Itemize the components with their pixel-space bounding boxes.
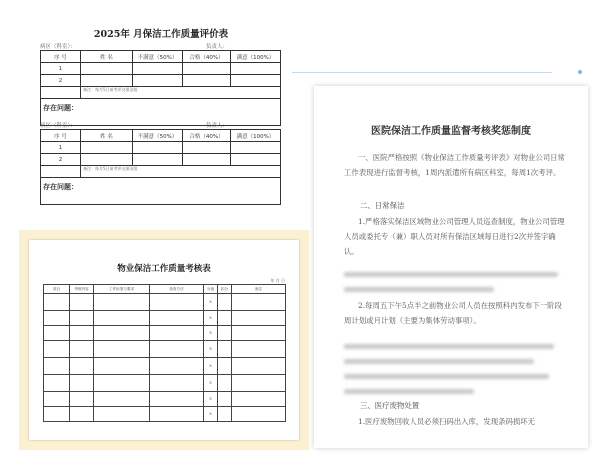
header-cell: 合格（40%） xyxy=(183,51,231,63)
header-cell: 扣分 xyxy=(218,285,232,294)
header-cell: 工作标准与要求 xyxy=(94,285,150,294)
row-number: 2 xyxy=(41,154,81,166)
blurred-text-line xyxy=(344,272,558,277)
header-cell: 检查方法 xyxy=(150,285,204,294)
cleaning-assessment-document xyxy=(19,230,309,450)
table-note: 备注：每月5日前考评交保洁组 xyxy=(81,87,281,99)
note-row xyxy=(41,87,281,99)
table-row xyxy=(41,154,281,166)
score-cell: 5 xyxy=(204,311,218,326)
table-row xyxy=(41,142,281,154)
decorative-divider xyxy=(292,72,552,73)
regulation-title: 医院保洁工作质量监督考核奖惩制度 xyxy=(371,126,531,137)
table-row xyxy=(44,392,286,407)
table-note: 备注：每月5日前考评交保洁组 xyxy=(81,166,281,178)
header-cell: 分值 xyxy=(204,285,218,294)
note-row xyxy=(41,166,281,178)
score-cell: 5 xyxy=(204,375,218,392)
header-cell: 不满意（50%） xyxy=(133,51,183,63)
table-row xyxy=(41,75,281,87)
table-row xyxy=(44,294,286,311)
evaluation-form-title: 2025年 月保洁工作质量评价表 xyxy=(93,29,229,40)
header-cell: 满意（100%） xyxy=(231,130,281,142)
issues-label: 存在问题： xyxy=(41,99,281,126)
row-number: 1 xyxy=(41,142,81,154)
table-row xyxy=(44,326,286,341)
header-cell: 项目 xyxy=(44,285,70,294)
head-label: 负责人： xyxy=(206,123,229,129)
ward-label: 病区（科室）： xyxy=(40,44,76,50)
issues-row xyxy=(41,99,281,126)
header-cell: 满意（100%） xyxy=(231,51,281,63)
table-row xyxy=(44,375,286,392)
row-number: 2 xyxy=(41,75,81,87)
ward-label: 病区（科室）： xyxy=(40,123,76,129)
assessment-table xyxy=(43,284,286,422)
assessment-sheet xyxy=(29,240,299,440)
table-row xyxy=(44,407,286,422)
section-heading-2: 二、日常保洁 xyxy=(360,201,405,210)
evaluation-table-1 xyxy=(40,50,281,126)
table-header-row xyxy=(41,51,281,63)
header-cell: 不满意（50%） xyxy=(133,130,183,142)
score-cell: 5 xyxy=(204,407,218,422)
regulation-paragraph-2: 1.严格落实保洁区域物业公司管理人员巡查制度，物业公司管理人员或委托专（兼）职人员对所有保洁区域每日进行2次并签字确认。 xyxy=(344,217,565,256)
blurred-text-line xyxy=(344,359,534,364)
score-cell: 5 xyxy=(204,358,218,375)
regulation-paragraph-3: 2.每周五下午5点半之前物业公司人员在按照科内发布下一阶段周计划或月计划（主要为集体劳动事项）。 xyxy=(344,301,562,325)
blurred-text-line xyxy=(344,287,494,292)
table-row xyxy=(44,341,286,358)
section-heading-3: 三、医疗废物处置 xyxy=(360,401,420,410)
issues-label: 存在问题： xyxy=(41,178,281,205)
evaluation-form-document xyxy=(36,20,286,210)
score-cell: 5 xyxy=(204,341,218,358)
header-cell: 合格（40%） xyxy=(183,130,231,142)
header-cell: 姓 名 xyxy=(81,51,133,63)
decorative-dot xyxy=(578,70,582,74)
evaluation-table-2 xyxy=(40,129,281,205)
assessment-title: 物业保洁工作质量考核表 xyxy=(117,264,211,274)
header-cell: 姓 名 xyxy=(81,130,133,142)
table-row xyxy=(44,358,286,375)
table-header-row xyxy=(44,285,286,294)
row-number: 1 xyxy=(41,63,81,75)
regulation-paragraph-4: 1.医疗废物回收人员必须扫码出入库，发现条码损坏无 xyxy=(358,417,536,426)
score-cell: 5 xyxy=(204,294,218,311)
score-cell: 5 xyxy=(204,392,218,407)
header-cell: 备注 xyxy=(232,285,286,294)
score-cell: 5 xyxy=(204,326,218,341)
header-cell: 考核内容 xyxy=(70,285,94,294)
blurred-text-line xyxy=(344,344,554,349)
head-label: 负责人： xyxy=(206,44,229,50)
table-header-row xyxy=(41,130,281,142)
issues-row xyxy=(41,178,281,205)
header-cell: 序 号 xyxy=(41,130,81,142)
table-row xyxy=(44,311,286,326)
table-row xyxy=(41,63,281,75)
assessment-date: 年 月 日 xyxy=(270,278,285,283)
regulation-document xyxy=(314,86,588,448)
blurred-text-line xyxy=(344,374,549,379)
header-cell: 序 号 xyxy=(41,51,81,63)
regulation-paragraph-1: 一、医院严格按照《物业保洁工作质量考评表》对物业公司日常工作表现进行监督考核，1周内派遣所有病区科室，每周1次考评。 xyxy=(344,153,565,177)
blurred-text-line xyxy=(344,389,474,394)
